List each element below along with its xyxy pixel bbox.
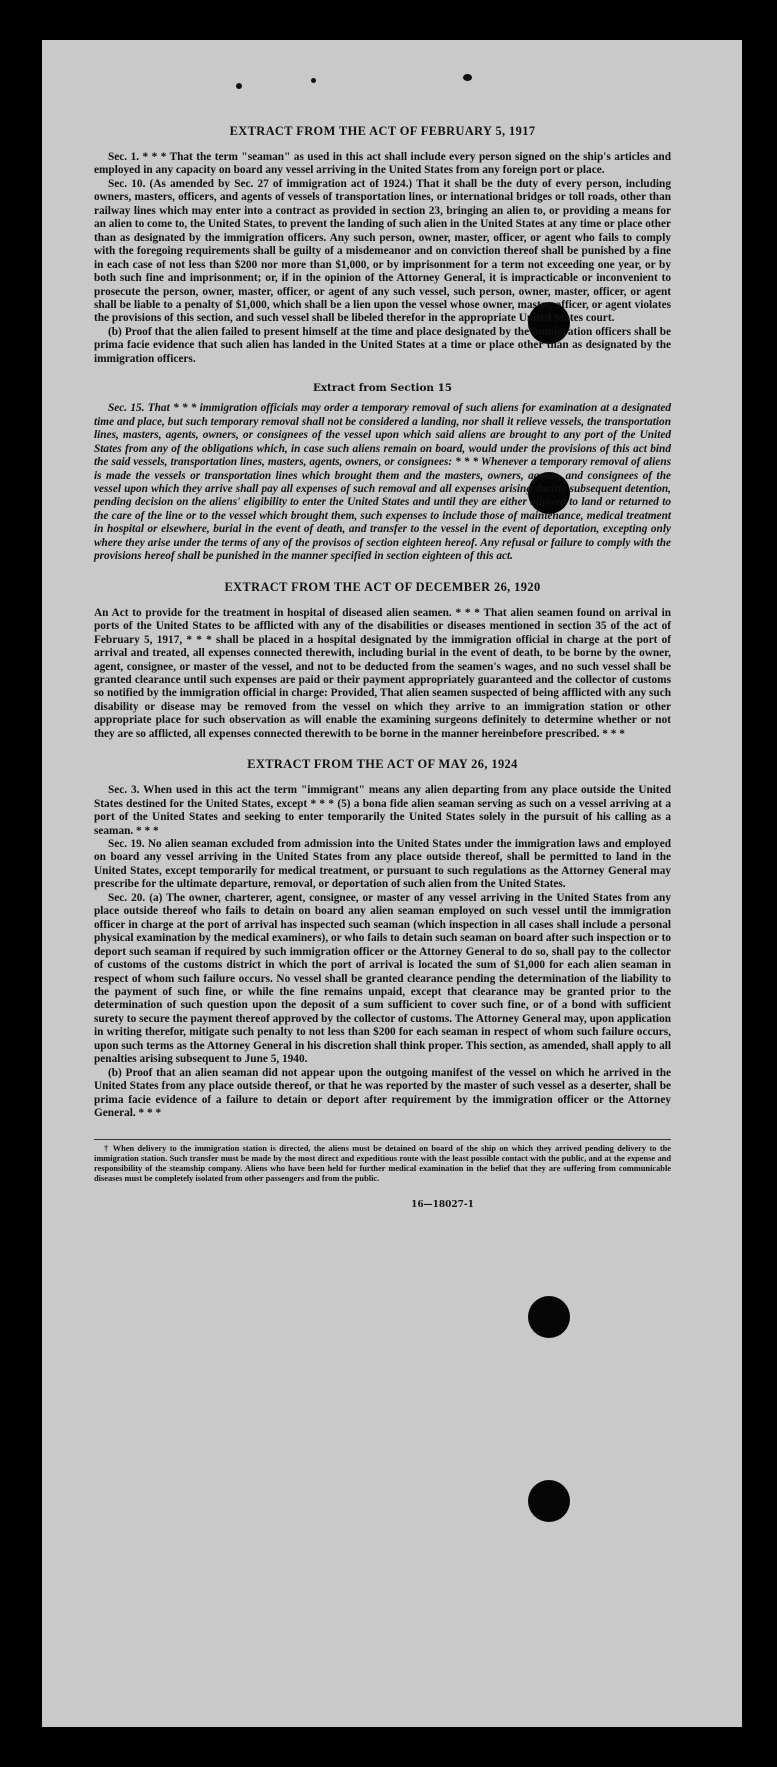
ink-speck bbox=[463, 74, 472, 81]
form-code: 16—18027-1 bbox=[411, 1200, 474, 1211]
paragraph-sec-10b: (b) Proof that the alien failed to present himself at the time and place designated by the immigration officers shall be prima facie evidence that such alien has landed in the United States at a time or place other than as designated by the immigration officers. bbox=[94, 325, 671, 365]
section-heading-1924: EXTRACT FROM THE ACT OF MAY 26, 1924 bbox=[247, 757, 518, 772]
document-page bbox=[42, 40, 742, 1727]
section-heading-1917: EXTRACT FROM THE ACT OF FEBRUARY 5, 1917 bbox=[229, 124, 536, 138]
section-heading-1920: EXTRACT FROM THE ACT OF DECEMBER 26, 1920 bbox=[224, 579, 541, 594]
spacer bbox=[94, 564, 671, 580]
footnote bbox=[94, 1139, 671, 1185]
ink-speck bbox=[236, 83, 242, 89]
paragraph-sec-19: Sec. 19. No alien seaman excluded from admission into the United States under the immigration laws and employed on board any vessel arriving in the United States from any place outside thereof, shall be permitted to land in the United States, except temporarily for medical treatment, or pursuant to such regulations as the Attorney General may prescribe for the ultimate departure, removal, or deportation of such alien from the United States. bbox=[94, 838, 671, 891]
subheading-section-15: Extract from Section 15 bbox=[312, 382, 453, 395]
paragraph-act-1920: An Act to provide for the treatment in hospital of diseased alien seamen. * * * That alien seamen found on arrival in ports of the United States to be afflicted with any of the disabilities or diseases mentioned in section 35 of the act of February 5, 1917, * * * shall be placed in a hospital designated by the immigration official in charge at the port of arrival and treated, all expenses connected therewith, including burial in the event of death, to be borne by the owner, agent, consignee, or master of the vessel, and not to be deducted from the seamen's wages, and no such vessel shall be granted clearance until such expenses are paid or their payment appropriately guaranteed and the collector of customs so notified by the immigration official in charge: Provided, That alien seamen suspected of being afflicted with any such disability or disease may be removed from the vessel on which they arrive to an immigration station or other appropriate place for such observation as will enable the examining surgeons definitely to determine whether or not they are so afflicted, all expenses connected therewith to be borne in the manner hereinbefore prescribed. * * * bbox=[94, 606, 671, 740]
spacer bbox=[94, 741, 671, 757]
paragraph-sec-20a: Sec. 20. (a) The owner, charterer, agent, consignee, or master of any vessel arriving in the United States from any place outside thereof who fails to detain on board any alien seaman employed on such vessel until the immigration officer in charge at the port of arrival has inspected such seaman (which inspection in all cases shall include a personal physical examination by the medical examiners), or who fails to detain such seaman on board after such inspection or to deport such seaman if required by such immigration officer or the Attorney General to do so, shall pay to the collector of customs of the customs district in which the port of arrival is located the sum of $1,000 for each alien seaman in respect of whom such failure occurs. No vessel shall be granted clearance pending the determination of the liability to the payment of such fine, or while the fine remains unpaid, except that clearance may be granted prior to the determination of such question upon the deposit of a sum sufficient to cover such fine, or of a bond with sufficient surety to secure the payment thereof approved by the collector of customs. The Attorney General may, upon application in writing therefor, mitigate such penalty to not less than $200 for each seaman in respect of whom such failure occurs, upon such terms as the Attorney General in his discretion shall think proper. This section, as amended, shall apply to all penalties arising subsequent to June 5, 1940. bbox=[94, 891, 671, 1066]
punch-hole bbox=[528, 1480, 570, 1522]
document-body bbox=[94, 124, 671, 1210]
paragraph-sec-20b: (b) Proof that an alien seaman did not appear upon the outgoing manifest of the vessel on which he arrived in the United States from any place outside thereof, or that he was reported by the master of such vessel as a deserter, shall be prima facie evidence of a failure to detain or deport after requirement by the immigration officer or the Attorney General. * * * bbox=[94, 1066, 671, 1120]
paragraph-sec-10: Sec. 10. (As amended by Sec. 27 of immigration act of 1924.) That it shall be the duty of every person, including owners, masters, officers, and agents of vessels of transportation lines, or international bridges or toll roads, other than railway lines which may enter into a contract as provided in section 23, bringing an alien to, or providing a means for an alien to come to, the United States, to prevent the landing of such alien in the United States at any time or place other than as designated by the immigration officers. Any such person, owner, master, officer, or agent who fails to comply with the foregoing requirements shall be guilty of a misdemeanor and on conviction thereof shall be punished by a fine in each case of not less than $200 nor more than $1,000, or by imprisonment for a term not exceeding one year, or by both such fine and imprisonment; or, if in the opinion of the Attorney General, it is impracticable or inconvenient to prosecute the person, owner, master, officer, or agent of any such vessel, such person, owner, master, officer, or agent shall be liable to a penalty of $1,000, which shall be a lien upon the vessel whose owner, master, officer, or agent violates the provisions of this section, and such vessel shall be libeled therefor in the appropriate United States court. bbox=[94, 177, 671, 325]
footnote-text: † When delivery to the immigration station is directed, the aliens must be detained on board of the ship on which they arrived pending delivery to the immigration station. Such transfer must be made by the most direct and expeditious route with the least possible contact with the public, and at the expense and responsibility of the steamship company. Aliens who have been held for further medical examination in the belief that they are suffering from communicable diseases must be completely isolated from other passengers and from the public. bbox=[94, 1143, 671, 1184]
ink-speck bbox=[311, 78, 316, 83]
paragraph-sec-1: Sec. 1. * * * That the term "seaman" as used in this act shall include every person signed on the ship's articles and employed in any capacity on board any vessel arriving in the United States from any foreign port or place. bbox=[94, 151, 671, 177]
paragraph-sec-15: Sec. 15. That * * * immigration officials may order a temporary removal of such aliens for examination at a designated time and place, but such temporary removal shall not be considered a landing, nor shall it relieve vessels, the transportation lines, masters, agents, owners, or consignees of the vessel upon which said aliens are brought to any port of the United States from any of the obligations which, in case such aliens remain on board, would under the provisions of this act bind the said vessels, transportation lines, masters, agents, owners, or consignees: * * * Whenever a temporary removal of aliens is made the vessels or transportation lines which brought them and the masters, owners, agents, and consignees of the vessel upon which they arrive shall pay all expenses of such removal and all expenses arising during subsequent detention, pending decision on the aliens' eligibility to enter the United States and until they are either allowed to land or returned to the care of the line or to the vessel which brought them, such expenses to include those of maintenance, medical treatment in hospital or elsewhere, burial in the event of death, and transfer to the vessel in the event of deportation, excepting only where they arise under the terms of any of the provisos of section eighteen hereof. Any refusal or failure to comply with the provisions hereof shall be punished in the manner specified in section eighteen of this act. bbox=[94, 402, 671, 563]
paragraph-sec-3: Sec. 3. When used in this act the term "immigrant" means any alien departing from any place outside the United States destined for the United States, except * * * (5) a bona fide alien seaman serving as such on a vessel arriving at a port of the United States and seeking to enter temporarily the United States solely in the pursuit of his calling as a seaman. * * * bbox=[94, 784, 671, 837]
punch-hole bbox=[528, 1296, 570, 1338]
